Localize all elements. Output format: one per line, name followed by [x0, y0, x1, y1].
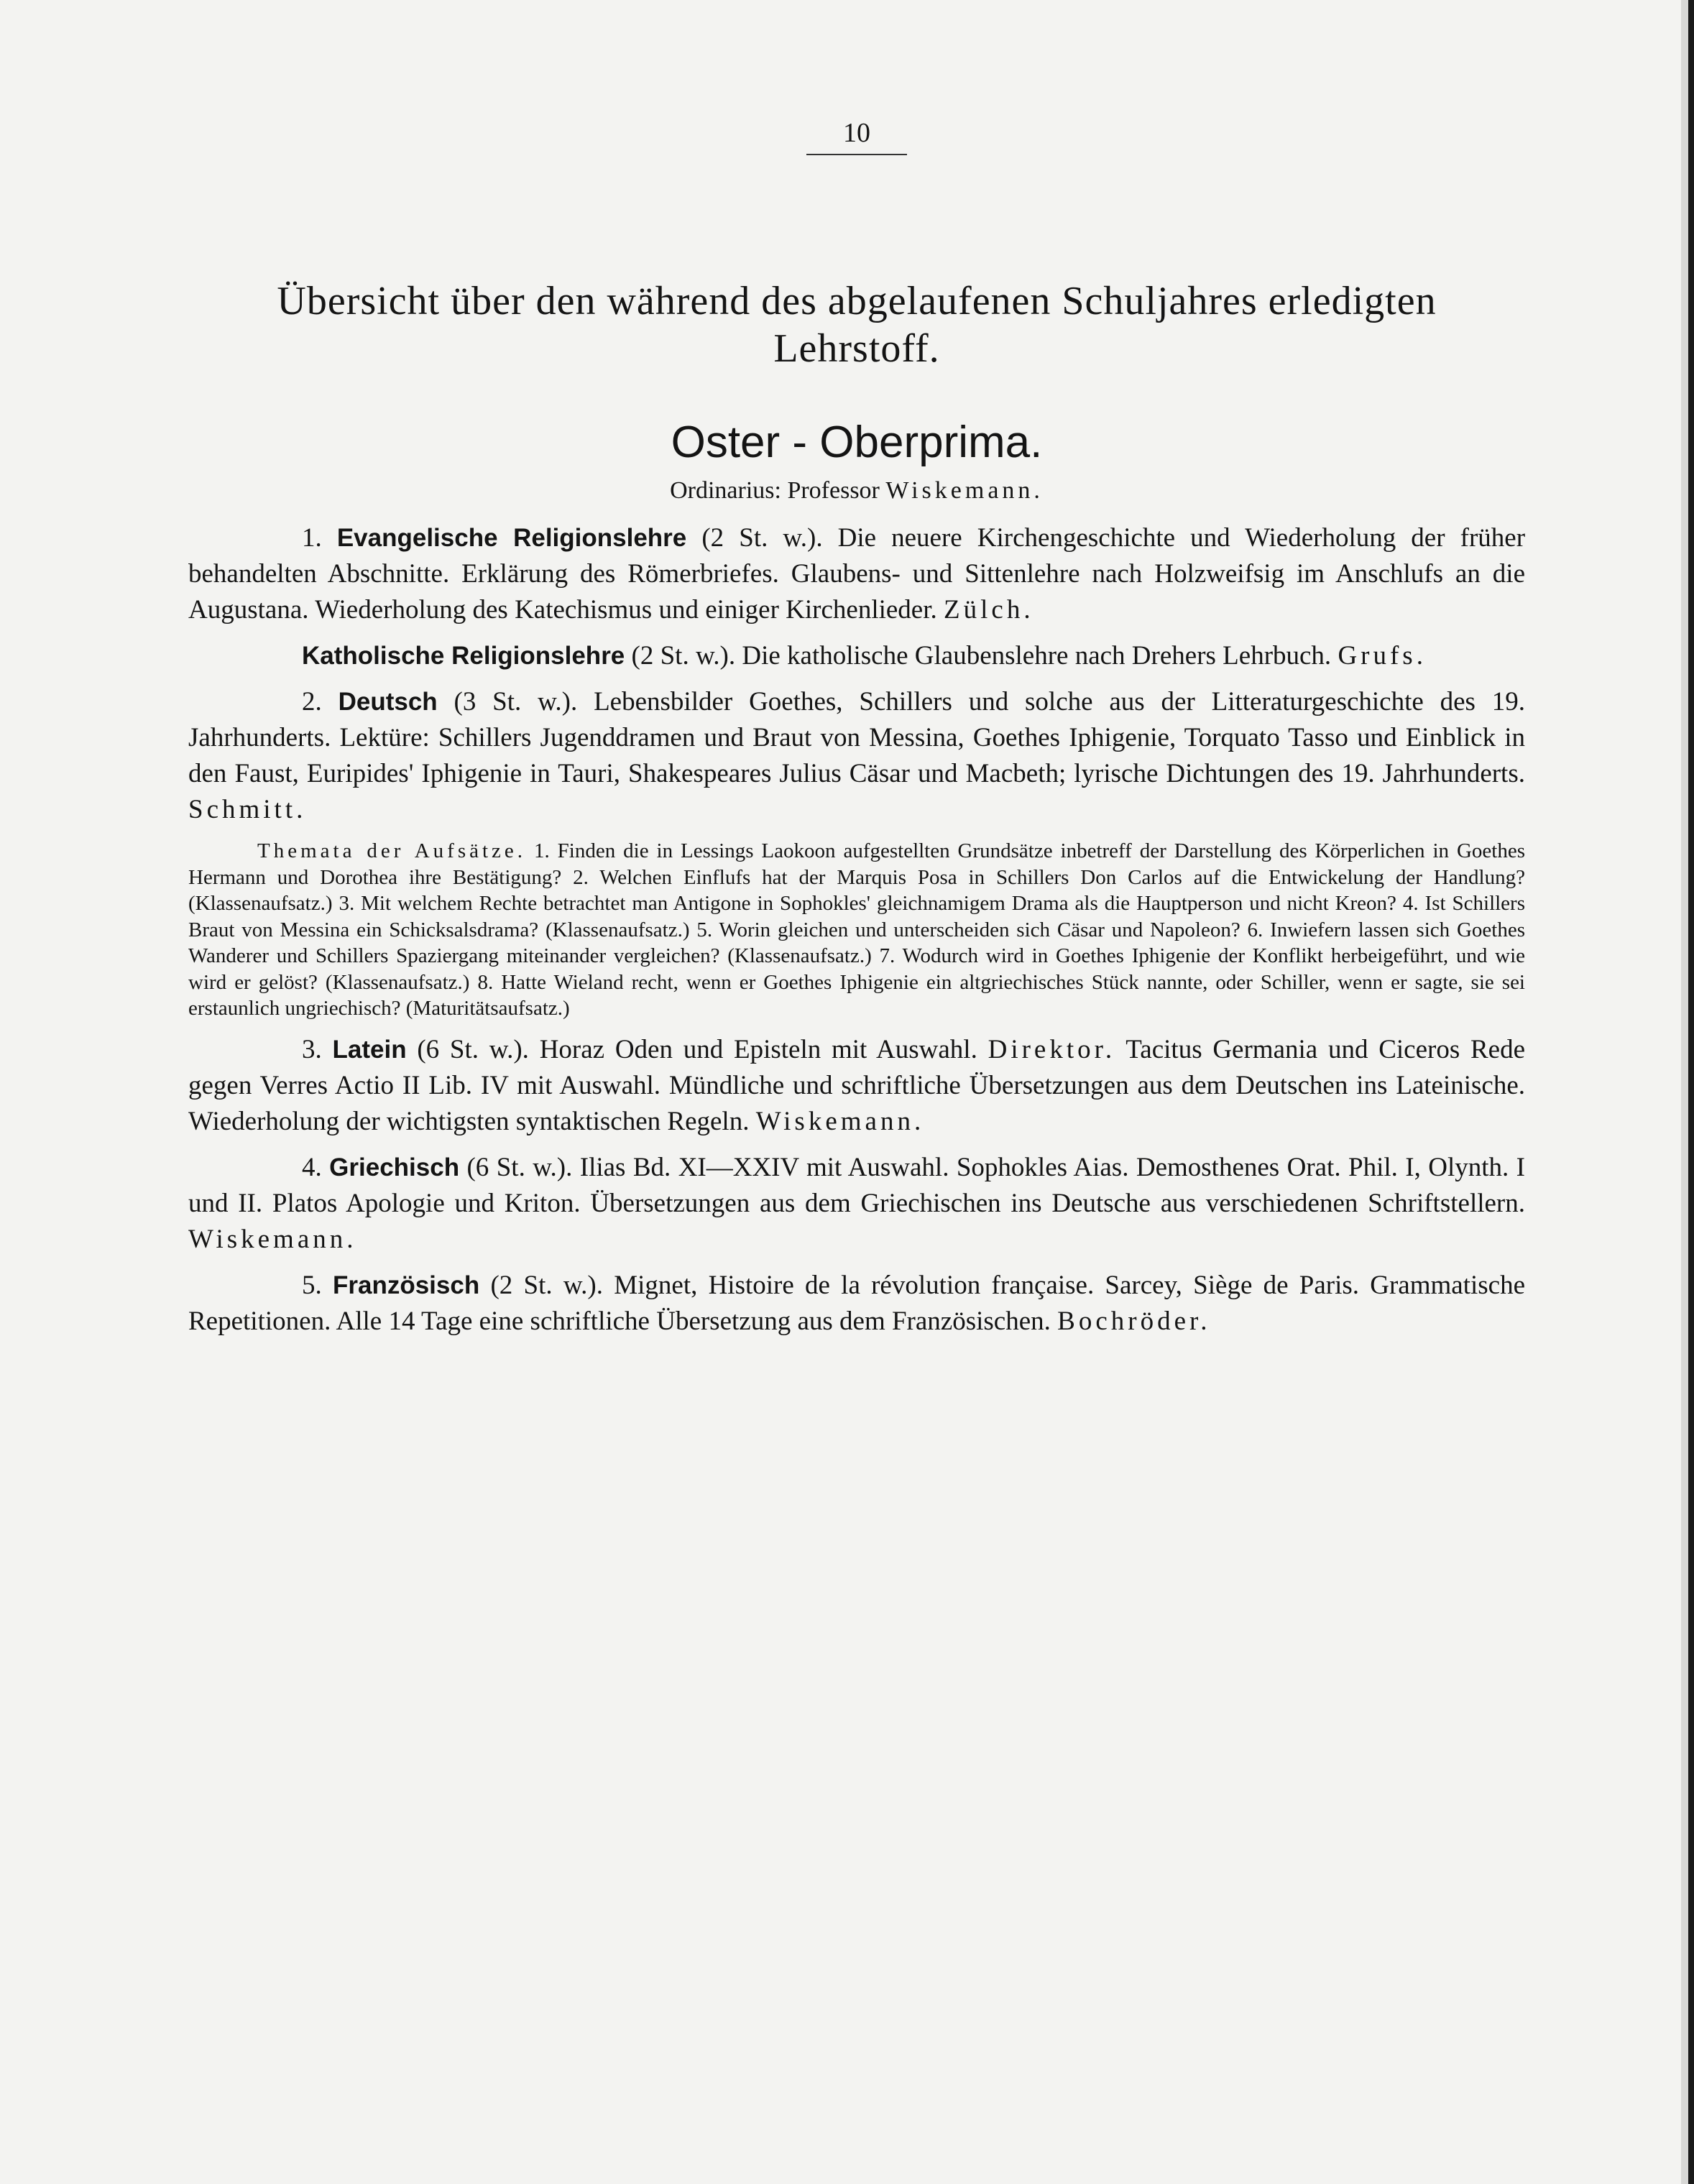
entry-text: (3 St. w.). Lebensbilder Goethes, Schillers und solche aus der Litteraturgeschichte des 19. Jahrhunderts. Lektüre: Schillers Jugenddramen und Braut von Messina, Goethes Iphigenie, Torquato Tasso und Einblick in den Faust, Euripides' Iphigenie in Tauri, Shakespeares Julius Cäsar und Macbeth; lyrische Dichtungen des 19. Jahrhunderts.: [188, 687, 1526, 788]
subject-entry-griechisch: [188, 1150, 1525, 1258]
class-heading: Oster - Oberprima.: [671, 418, 1043, 467]
ordinarius-prefix: Professor: [787, 477, 880, 504]
page-number: 10: [843, 118, 870, 148]
subject-name: Deutsch: [338, 688, 438, 716]
entry-number: 1.: [302, 523, 322, 553]
entry-teacher: Zülch.: [944, 595, 1034, 625]
title-line-2: Lehrstoff.: [773, 326, 940, 371]
subject-entry-katholisch: [188, 638, 1525, 674]
page-edge: [1688, 0, 1694, 2184]
title-line-1: Übersicht über den während des abgelaufenen Schuljahres erledigten: [277, 279, 1437, 323]
entry-teacher: Wiskemann.: [188, 1224, 357, 1254]
entry-teacher: Grufs.: [1338, 641, 1427, 671]
entry-text: (2 St. w.). Die neuere Kirchengeschichte und Wiederholung der früher behandelten Abschnitte. Erklärung des Römerbriefes. Glaubens- und Sittenlehre nach Holzweifsig im Anschlufs an die Augustana. Wiederholung des Katechismus und einiger Kirchenlieder.: [188, 523, 1526, 625]
subject-name: Evangelische Religionslehre: [336, 524, 687, 552]
document-title: [188, 277, 1525, 372]
ordinarius-label: Ordinarius:: [670, 477, 781, 504]
entry-teacher: Wiskemann.: [755, 1106, 925, 1136]
entry-text: (6 St. w.). Ilias Bd. XI—XXIV mit Auswahl. Sophokles Aias. Demosthenes Orat. Phil. I, Olynth. I und II. Platos Apologie und Kriton. Übersetzungen aus dem Griechischen ins Deutsche aus verschiedenen Schriftstellern.: [188, 1152, 1526, 1218]
entry-teacher: Direktor.: [988, 1034, 1116, 1064]
entry-text: Tacitus Germania und Ciceros Rede gegen Verres Actio II Lib. IV mit Auswahl. Mündliche und schriftliche Übersetzungen aus dem Deutschen ins Lateinische. Wiederholung der wichtigsten syntaktischen Regeln.: [188, 1034, 1526, 1136]
entry-number: 2.: [302, 687, 322, 717]
page-edge-shadow: [1681, 0, 1688, 2184]
page-number-rule: [806, 154, 907, 155]
essay-topics: [188, 838, 1525, 1022]
entry-number: 3.: [302, 1034, 322, 1064]
essay-topics-label: Themata der Aufsätze.: [257, 839, 527, 862]
entry-text: (2 St. w.). Mignet, Histoire de la révolution française. Sarcey, Siège de Paris. Grammatische Repetitionen. Alle 14 Tage eine schriftliche Übersetzung aus dem Französischen.: [188, 1270, 1525, 1336]
entry-teacher: Schmitt.: [188, 795, 307, 824]
ordinarius-line: [188, 473, 1525, 509]
subject-name: Katholische Religionslehre: [302, 642, 625, 670]
subject-name: Griechisch: [329, 1153, 460, 1181]
entry-text: (6 St. w.). Horaz Oden und Episteln mit Auswahl.: [417, 1034, 977, 1064]
entry-text: (2 St. w.). Die katholische Glaubenslehre nach Drehers Lehrbuch.: [631, 641, 1332, 671]
entry-number: 5.: [302, 1270, 322, 1300]
subject-name: Französisch: [332, 1271, 480, 1299]
subject-entry-evangelisch: [188, 520, 1525, 628]
subject-entry-franzoesisch: [188, 1268, 1525, 1340]
essay-topics-text: 1. Finden die in Lessings Laokoon aufgestellten Grundsätze inbetreff der Darstellung des Körperlichen in Goethes Hermann und Dorothea ihre Bestätigung? 2. Welchen Einflufs hat der Marquis Posa in Schillers Don Carlos auf die Entwickelung der Handlung? (Klassenaufsatz.) 3. Mit welchem Rechte betrachtet man Antigone in Sophokles' gleichnamigem Drama als die Hauptperson und nicht Kreon? 4. Ist Schillers Braut von Messina ein Schicksalsdrama? (Klassenaufsatz.) 5. Worin gleichen und unterscheiden sich Cäsar und Napoleon? 6. Inwiefern lassen sich Goethes Wanderer und Schillers Spaziergang miteinander vergleichen? (Klassenaufsatz.) 7. Wodurch wird in Goethes Iphigenie der Konflikt herbeigeführt, und wie wird er gelöst? (Klassenaufsatz.) 8. Hatte Wieland recht, wenn er Goethes Iphigenie ein altgriechisches Stück nannte, oder Schiller, wenn er sagte, sie sei erstaunlich ungriechisch? (Maturitätsaufsatz.): [188, 839, 1525, 1020]
entry-number: 4.: [302, 1152, 322, 1182]
subject-entry-deutsch: [188, 684, 1525, 828]
subject-entry-latein: [188, 1032, 1525, 1140]
document-page: [188, 115, 1525, 1340]
ordinarius-name: Wiskemann.: [885, 477, 1044, 504]
subject-name: Latein: [332, 1035, 407, 1064]
entry-teacher: Bochröder.: [1057, 1306, 1211, 1336]
